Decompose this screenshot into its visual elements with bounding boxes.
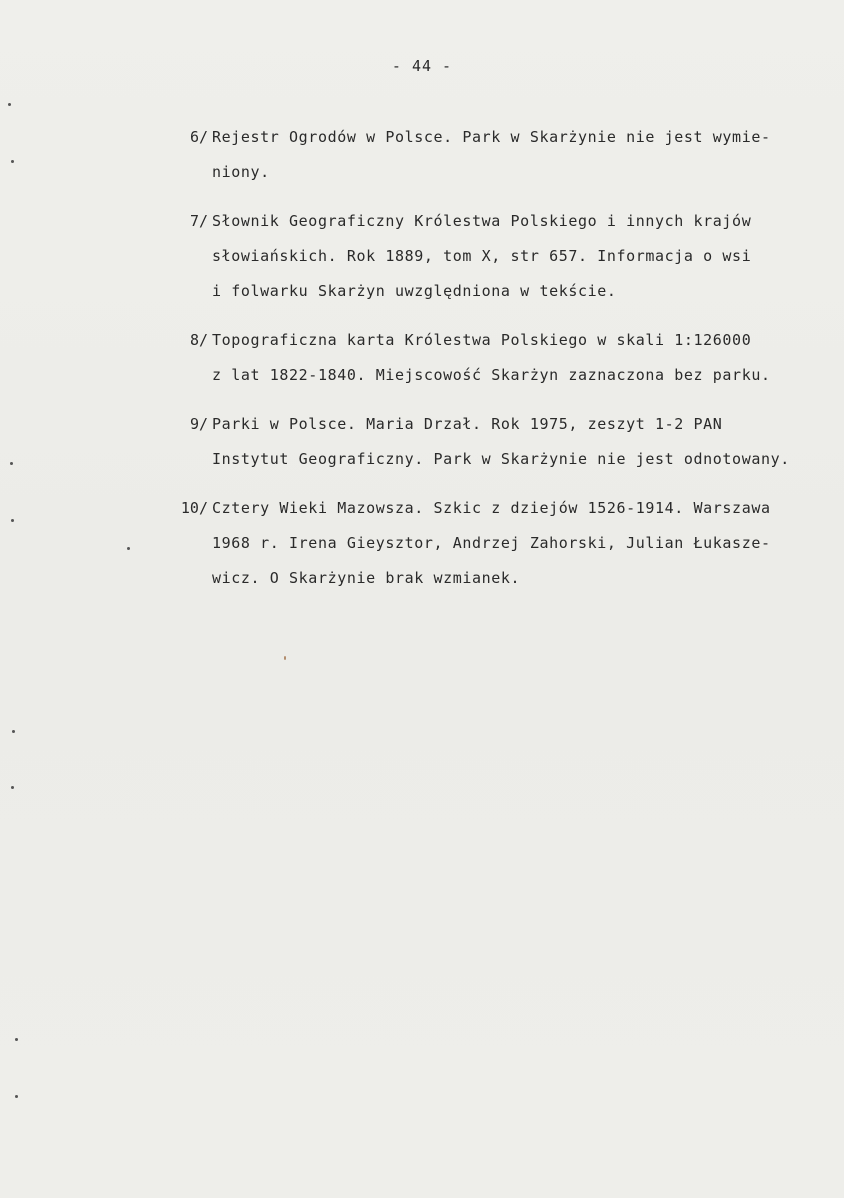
entry-number: 6/ bbox=[189, 128, 208, 146]
entry-number: 10/ bbox=[180, 499, 208, 517]
scan-speck bbox=[12, 730, 15, 733]
bibliography-list bbox=[160, 120, 820, 610]
entry-line: niony. bbox=[212, 163, 270, 181]
entry-line: i folwarku Skarżyn uwzględniona w tekście. bbox=[212, 282, 617, 300]
entry-line: Słownik Geograficzny Królestwa Polskiego i innych krajów bbox=[212, 212, 752, 230]
entry-line: Rejestr Ogrodów w Polsce. Park w Skarżynie nie jest wymie- bbox=[212, 128, 771, 146]
entry-number: 9/ bbox=[189, 415, 208, 433]
entry-number: 8/ bbox=[189, 331, 208, 349]
entry-line: 1968 r. Irena Gieysztor, Andrzej Zahorski, Julian Łukasze- bbox=[212, 534, 771, 552]
scan-speck bbox=[127, 547, 130, 550]
entry-line: Topograficzna karta Królestwa Polskiego w skali 1:126000 bbox=[212, 331, 752, 349]
scan-speck bbox=[11, 160, 14, 163]
scan-speck bbox=[15, 1038, 18, 1041]
bibliography-entry-9 bbox=[160, 407, 820, 477]
bibliography-entry-7 bbox=[160, 204, 820, 309]
bibliography-entry-10 bbox=[160, 491, 820, 596]
entry-line: słowiańskich. Rok 1889, tom X, str 657. Informacja o wsi bbox=[212, 247, 752, 265]
entry-line: Parki w Polsce. Maria Drzał. Rok 1975, zeszyt 1-2 PAN bbox=[212, 415, 723, 433]
scan-speck bbox=[10, 462, 13, 465]
scan-speck bbox=[15, 1095, 18, 1098]
scan-speck bbox=[11, 519, 14, 522]
bibliography-entry-8 bbox=[160, 323, 820, 393]
entry-line: Instytut Geograficzny. Park w Skarżynie nie jest odnotowany. bbox=[212, 450, 790, 468]
scan-speck bbox=[8, 103, 11, 106]
entry-line: wicz. O Skarżynie brak wzmianek. bbox=[212, 569, 521, 587]
entry-line: z lat 1822-1840. Miejscowość Skarżyn zaznaczona bez parku. bbox=[212, 366, 771, 384]
bibliography-entry-6 bbox=[160, 120, 820, 190]
scan-speck bbox=[11, 786, 14, 789]
page-number: - 44 - bbox=[391, 57, 453, 75]
entry-line: Cztery Wieki Mazowsza. Szkic z dziejów 1526-1914. Warszawa bbox=[212, 499, 771, 517]
entry-number: 7/ bbox=[189, 212, 208, 230]
scan-speck bbox=[284, 656, 286, 660]
